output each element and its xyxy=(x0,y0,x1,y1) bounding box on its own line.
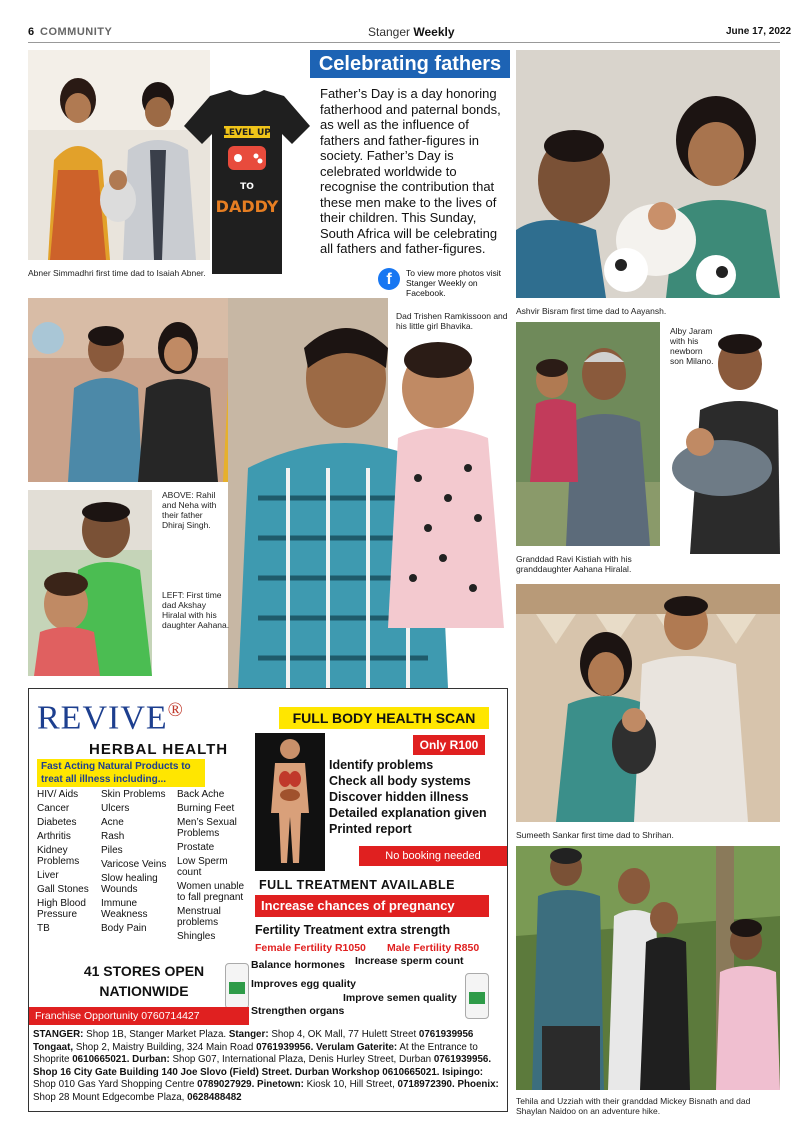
address-text: Shop 010 Gas Yard Shopping Centre xyxy=(33,1079,198,1090)
price-badge: Only R100 xyxy=(413,735,485,755)
illness-item: High Blood Pressure xyxy=(37,898,86,920)
illness-column-3 xyxy=(177,789,251,945)
no-booking-badge: No booking needed xyxy=(359,846,507,866)
address-label: 0789027929. Pinetown: xyxy=(197,1079,304,1090)
fertility-heading: Fertility Treatment extra strength xyxy=(255,923,451,937)
benefit-item: Improves egg quality xyxy=(251,978,357,990)
address-label: Isipingo: xyxy=(442,1066,484,1078)
illness-item: Varicose Veins xyxy=(101,859,167,870)
illness-item: Diabetes xyxy=(37,817,77,828)
caption-ravi: Granddad Ravi Kistiah with his granddaughter Aahana Hiralal. xyxy=(516,554,632,574)
store-addresses xyxy=(33,1029,503,1104)
product-bottle-icon xyxy=(465,973,489,1019)
female-fertility-price: Female Fertility R1050 xyxy=(255,942,366,954)
address-label: 0628488482 xyxy=(187,1091,242,1103)
illness-item: Cancer xyxy=(37,803,70,814)
benefit-item: Strengthen organs xyxy=(251,1005,345,1017)
address-label: Tongaat, xyxy=(33,1041,74,1053)
illness-item: Piles xyxy=(101,845,123,856)
caption-tehila: Tehila and Uzziah with their granddad Mickey Bisnath and dad Shaylan Naidoo on an adventure hike. xyxy=(516,1096,751,1116)
address-label: STANGER: xyxy=(33,1029,84,1040)
benefit-item: Improve semen quality xyxy=(343,992,457,1004)
address-label: Verulam Gaterite: xyxy=(316,1041,398,1053)
caption-rahil: ABOVE: Rahil and Neha with their father Dhiraj Singh. xyxy=(162,490,217,530)
illness-item: Prostate xyxy=(177,842,215,853)
ad-scan-title: FULL BODY HEALTH SCAN xyxy=(279,707,489,729)
benefit-item: Balance hormones xyxy=(251,959,345,971)
tshirt-line3: DADDY xyxy=(215,197,279,216)
registered-mark: ® xyxy=(167,699,184,721)
caption-trishen: Dad Trishen Ramkissoon and his little girl Bhavika. xyxy=(396,311,508,331)
tshirt-line2: TO xyxy=(240,182,254,192)
address-label: 0718972390. Phoenix: xyxy=(397,1079,499,1090)
full-treatment-heading: FULL TREATMENT AVAILABLE xyxy=(259,878,456,892)
caption-akshay: LEFT: First time dad Akshay Hiralal with his daughter Aahana. xyxy=(162,590,230,630)
masthead-bold: Weekly xyxy=(413,25,455,39)
feature-banner: Celebrating fathers xyxy=(310,50,510,78)
address-text: Shop 28 Mount Edgecombe Plaza, xyxy=(33,1091,188,1103)
ad-brand xyxy=(37,699,184,737)
feature-item: Discover hidden illness xyxy=(329,790,469,804)
address-label: Stanger: xyxy=(228,1029,269,1040)
illness-column-2 xyxy=(101,789,175,937)
photo-ravi xyxy=(516,322,660,546)
photo-tehila xyxy=(516,846,780,1090)
franchise-banner: Franchise Opportunity 0760714427 xyxy=(29,1007,249,1025)
stores-notice: 41 STORES OPEN NATIONWIDE xyxy=(83,963,205,999)
section-name: COMMUNITY xyxy=(40,26,113,38)
caption-abner: Abner Simmadhri first time dad to Isaiah Abner. xyxy=(28,268,206,278)
ad-tagline: Fast Acting Natural Products to treat all illness including... xyxy=(37,759,205,787)
address-text: At the Entrance to Shoprite xyxy=(33,1041,478,1065)
caption-sumeeth: Sumeeth Sankar first time dad to Shrihan. xyxy=(516,830,674,840)
page-header xyxy=(0,0,808,46)
facebook-icon: f xyxy=(378,268,400,290)
photo-akshay xyxy=(28,490,152,676)
masthead-light: Stanger xyxy=(368,25,411,39)
issue-date: June 17, 2022 xyxy=(726,26,792,37)
address-label: 0761939956. Shop 16 City Gate Building 140 Joe Slovo (Field) Street. Durban Workshop 0610665021. xyxy=(33,1054,492,1078)
caption-alby: Alby Jaram with his newborn son Milano. xyxy=(670,326,718,366)
header-rule xyxy=(28,42,780,43)
revive-advertisement xyxy=(28,688,508,1112)
illness-item: TB xyxy=(37,923,50,934)
illness-item: Ulcers xyxy=(101,803,130,814)
illness-item: Men’s Sexual Problems xyxy=(177,817,237,839)
feature-item: Detailed explanation given xyxy=(329,806,487,820)
scan-features xyxy=(329,757,487,837)
address-text: Shop 4, OK Mall, 77 Hulett Street xyxy=(268,1029,419,1040)
feature-item: Identify problems xyxy=(329,758,434,772)
male-fertility-price: Male Fertility R850 xyxy=(387,942,480,954)
illness-item: Liver xyxy=(37,870,59,881)
illness-item: Shingles xyxy=(177,931,216,942)
page-number: 6 xyxy=(28,26,35,38)
anatomy-graphic xyxy=(255,733,325,871)
feature-item: Printed report xyxy=(329,822,412,836)
ad-subtitle: HERBAL HEALTH xyxy=(89,741,229,758)
illness-item: Burning Feet xyxy=(177,803,235,814)
illness-item: Low Sperm count xyxy=(177,856,228,878)
photo-ashvir xyxy=(516,50,780,298)
address-label: 0610665021. xyxy=(72,1054,130,1065)
address-text: Shop G07, International Plaza, Denis Hurley Street, Durban xyxy=(169,1054,434,1065)
illness-item: Women unable to fall pregnant xyxy=(177,881,245,903)
tshirt-graphic xyxy=(182,86,312,278)
address-label: Durban: xyxy=(132,1054,170,1065)
pregnancy-banner: Increase chances of pregnancy xyxy=(255,895,489,917)
illness-item: Skin Problems xyxy=(101,789,166,800)
feature-intro: Father’s Day is a day honoring fatherhood and paternal bonds, as well as the influence of fathers and father-figures in society. Father’s Day is celebrated worldwide to recognise the contribution that these men make to the lives of their children. This Sunday, South Africa will be celebrating all fathers and father-figures. xyxy=(320,86,501,256)
illness-column-1 xyxy=(37,789,101,937)
address-text: Shop 2, Maistry Building, 324 Main Road xyxy=(73,1041,257,1053)
address-text: Kiosk 10, Hill Street, xyxy=(303,1079,398,1090)
photo-trishen xyxy=(228,298,512,688)
illness-item: Menstrual problems xyxy=(177,906,221,928)
benefit-item: Increase sperm count xyxy=(355,955,464,967)
illness-item: Immune Weakness xyxy=(101,898,148,920)
masthead xyxy=(368,25,455,39)
address-text: Shop 1B, Stanger Market Plaza. xyxy=(83,1029,229,1040)
illness-item: Arthritis xyxy=(37,831,71,842)
tshirt-line1: LEVEL UP xyxy=(223,128,271,138)
illness-item: Back Ache xyxy=(177,789,225,800)
illness-item: Kidney Problems xyxy=(37,845,80,867)
photo-sumeeth xyxy=(516,584,780,822)
illness-item: Slow healing Wounds xyxy=(101,873,158,895)
feature-item: Check all body systems xyxy=(329,774,471,788)
illness-item: Rash xyxy=(101,831,125,842)
illness-item: Body Pain xyxy=(101,923,147,934)
address-label: 0761939956. xyxy=(256,1041,314,1053)
address-label: 0761939956 xyxy=(418,1029,474,1040)
ad-brand-name: REVIVE xyxy=(37,699,168,737)
caption-ashvir: Ashvir Bisram first time dad to Aayansh. xyxy=(516,306,667,316)
illness-item: Gall Stones xyxy=(37,884,89,895)
illness-item: HIV/ Aids xyxy=(37,789,79,800)
illness-item: Acne xyxy=(101,817,124,828)
facebook-note: To view more photos visit Stanger Weekly on Facebook. xyxy=(406,268,501,298)
